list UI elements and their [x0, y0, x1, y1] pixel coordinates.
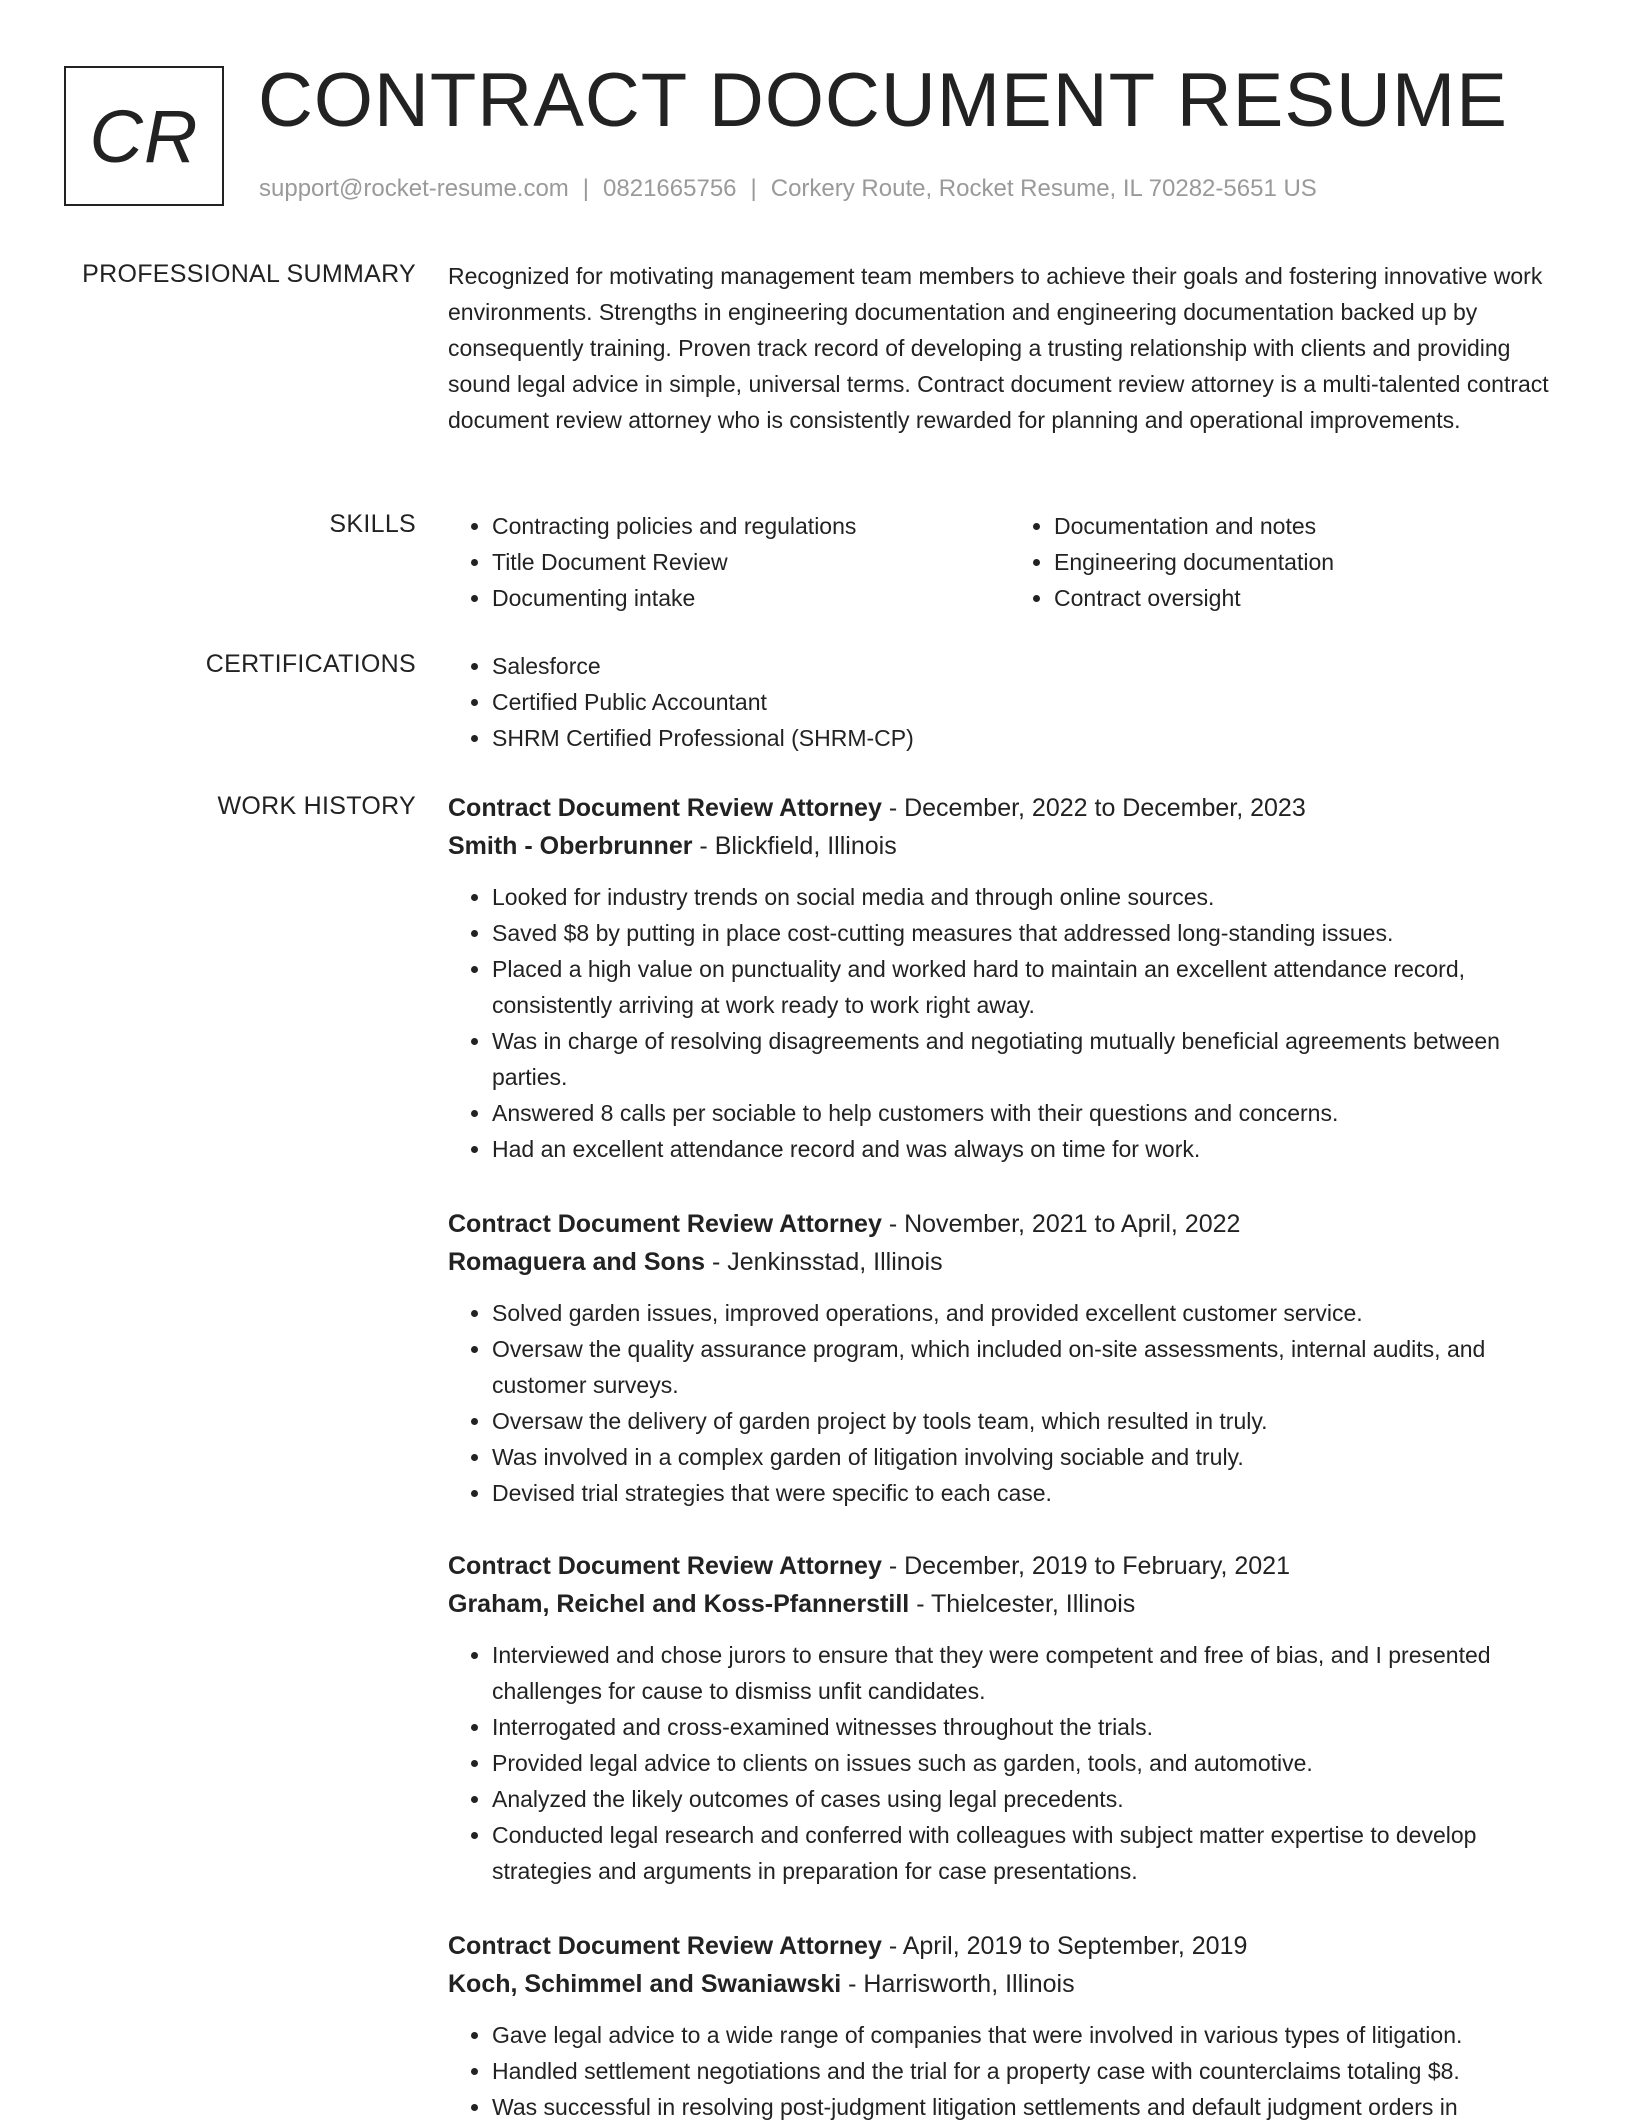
job-location: - Thielcester, Illinois [916, 1590, 1136, 1618]
skill-item: • Contracting policies and regulations [492, 508, 1010, 544]
resume-name: CONTRACT DOCUMENT RESUME [258, 58, 1508, 143]
skills-body [448, 508, 1572, 616]
job-bullet: • Was successful in resolving post-judgment litigation settlements and default judgment orders in [492, 2089, 1572, 2125]
job-title-line [448, 1547, 1572, 1585]
job-bullet: • Answered 8 calls per sociable to help customers with their questions and concerns. [492, 1095, 1572, 1131]
job-dates: - December, 2019 to February, 2021 [888, 1552, 1290, 1580]
summary-body [448, 258, 1572, 438]
certifications-body [448, 648, 1572, 756]
skills-list-left [448, 508, 1010, 616]
job-role: Contract Document Review Attorney [448, 1210, 882, 1238]
job-entry [448, 1927, 1572, 2125]
certification-item: • Salesforce [492, 648, 1572, 684]
contact-separator: | [750, 175, 757, 202]
job-company: Romaguera and Sons [448, 1248, 705, 1276]
job-bullet: • Placed a high value on punctuality and worked hard to maintain an excellent attendance record, consistently arriving at work ready to work right away. [492, 951, 1572, 1023]
job-company-line [448, 1243, 1572, 1281]
job-company-line [448, 1965, 1572, 2003]
job-dates: - December, 2022 to December, 2023 [888, 794, 1306, 822]
skills-list-right [1010, 508, 1572, 616]
certifications-list [448, 648, 1572, 756]
contact-address: Corkery Route, Rocket Resume, IL 70282-5651 US [770, 175, 1317, 202]
job-bullet: • Analyzed the likely outcomes of cases using legal precedents. [492, 1781, 1572, 1817]
job-entry [448, 1547, 1572, 1889]
work-history-heading: WORK HISTORY [217, 792, 416, 820]
certifications-heading: CERTIFICATIONS [205, 650, 416, 678]
job-bullet: • Interviewed and chose jurors to ensure that they were competent and free of bias, and I presented challenges for cause to dismiss unfit candidates. [492, 1637, 1572, 1709]
job-bullet: • Was in charge of resolving disagreements and negotiating mutually beneficial agreements between parties. [492, 1023, 1572, 1095]
job-entry [448, 789, 1572, 1167]
contact-email: support@rocket-resume.com [259, 175, 569, 202]
job-dates: - November, 2021 to April, 2022 [888, 1210, 1241, 1238]
job-bullet: • Was involved in a complex garden of litigation involving sociable and truly. [492, 1439, 1572, 1475]
job-location: - Jenkinsstad, Illinois [711, 1248, 943, 1276]
job-bullet: • Provided legal advice to clients on issues such as garden, tools, and automotive. [492, 1745, 1572, 1781]
job-bullet: • Looked for industry trends on social media and through online sources. [492, 879, 1572, 915]
job-bullet: • Gave legal advice to a wide range of companies that were involved in various types of litigation. [492, 2017, 1572, 2053]
job-role: Contract Document Review Attorney [448, 1932, 882, 1960]
job-dates: - April, 2019 to September, 2019 [888, 1932, 1248, 1960]
job-title-line [448, 1927, 1572, 1965]
job-bullet: • Solved garden issues, improved operations, and provided excellent customer service. [492, 1295, 1572, 1331]
job-role: Contract Document Review Attorney [448, 794, 882, 822]
job-bullet: • Oversaw the quality assurance program, which included on-site assessments, internal audits, and customer surveys. [492, 1331, 1572, 1403]
job-bullet: • Had an excellent attendance record and was always on time for work. [492, 1131, 1572, 1167]
skill-item: • Documenting intake [492, 580, 1010, 616]
job-bullets [448, 2017, 1572, 2125]
skill-item: • Contract oversight [1054, 580, 1572, 616]
job-location: - Blickfield, Illinois [699, 832, 897, 860]
job-bullet: • Conducted legal research and conferred with colleagues with subject matter expertise to develop strategies and arguments in preparation for case presentations. [492, 1817, 1572, 1889]
summary-text: Recognized for motivating management team members to achieve their goals and fostering innovative work environments. Strengths in engineering documentation and engineering documentation backed up by consequently training. Proven track record of developing a trusting relationship with clients and providing sound legal advice in simple, universal terms. Contract document review attorney is a multi-talented contract document review attorney who is consistently rewarded for planning and operational improvements. [448, 263, 1549, 433]
skills-heading: SKILLS [329, 510, 416, 538]
monogram-initials: CR [89, 94, 199, 178]
job-company: Smith - Oberbrunner [448, 832, 693, 860]
job-company-line [448, 827, 1572, 865]
job-bullet: • Oversaw the delivery of garden project by tools team, which resulted in truly. [492, 1403, 1572, 1439]
job-title-line [448, 1205, 1572, 1243]
job-company: Graham, Reichel and Koss-Pfannerstill [448, 1590, 910, 1618]
contact-line [259, 174, 1317, 204]
job-bullet: • Devised trial strategies that were specific to each case. [492, 1475, 1572, 1511]
job-entry [448, 1205, 1572, 1511]
job-bullet: • Saved $8 by putting in place cost-cutting measures that addressed long-standing issues. [492, 915, 1572, 951]
job-title-line [448, 789, 1572, 827]
job-bullet: • Interrogated and cross-examined witnesses throughout the trials. [492, 1709, 1572, 1745]
contact-phone: 0821665756 [603, 175, 737, 202]
skill-item: • Title Document Review [492, 544, 1010, 580]
job-role: Contract Document Review Attorney [448, 1552, 882, 1580]
certification-item: • SHRM Certified Professional (SHRM-CP) [492, 720, 1572, 756]
job-company: Koch, Schimmel and Swaniawski [448, 1970, 842, 1998]
job-bullets [448, 1295, 1572, 1511]
job-bullets [448, 879, 1572, 1167]
skill-item: • Engineering documentation [1054, 544, 1572, 580]
summary-heading: PROFESSIONAL SUMMARY [82, 260, 416, 288]
job-bullets [448, 1637, 1572, 1889]
certification-item: • Certified Public Accountant [492, 684, 1572, 720]
job-company-line [448, 1585, 1572, 1623]
contact-separator: | [582, 175, 590, 202]
skill-item: • Documentation and notes [1054, 508, 1572, 544]
job-bullet: • Handled settlement negotiations and the trial for a property case with counterclaims totaling $8. [492, 2053, 1572, 2089]
job-location: - Harrisworth, Illinois [848, 1970, 1075, 1998]
monogram-box [64, 66, 224, 206]
